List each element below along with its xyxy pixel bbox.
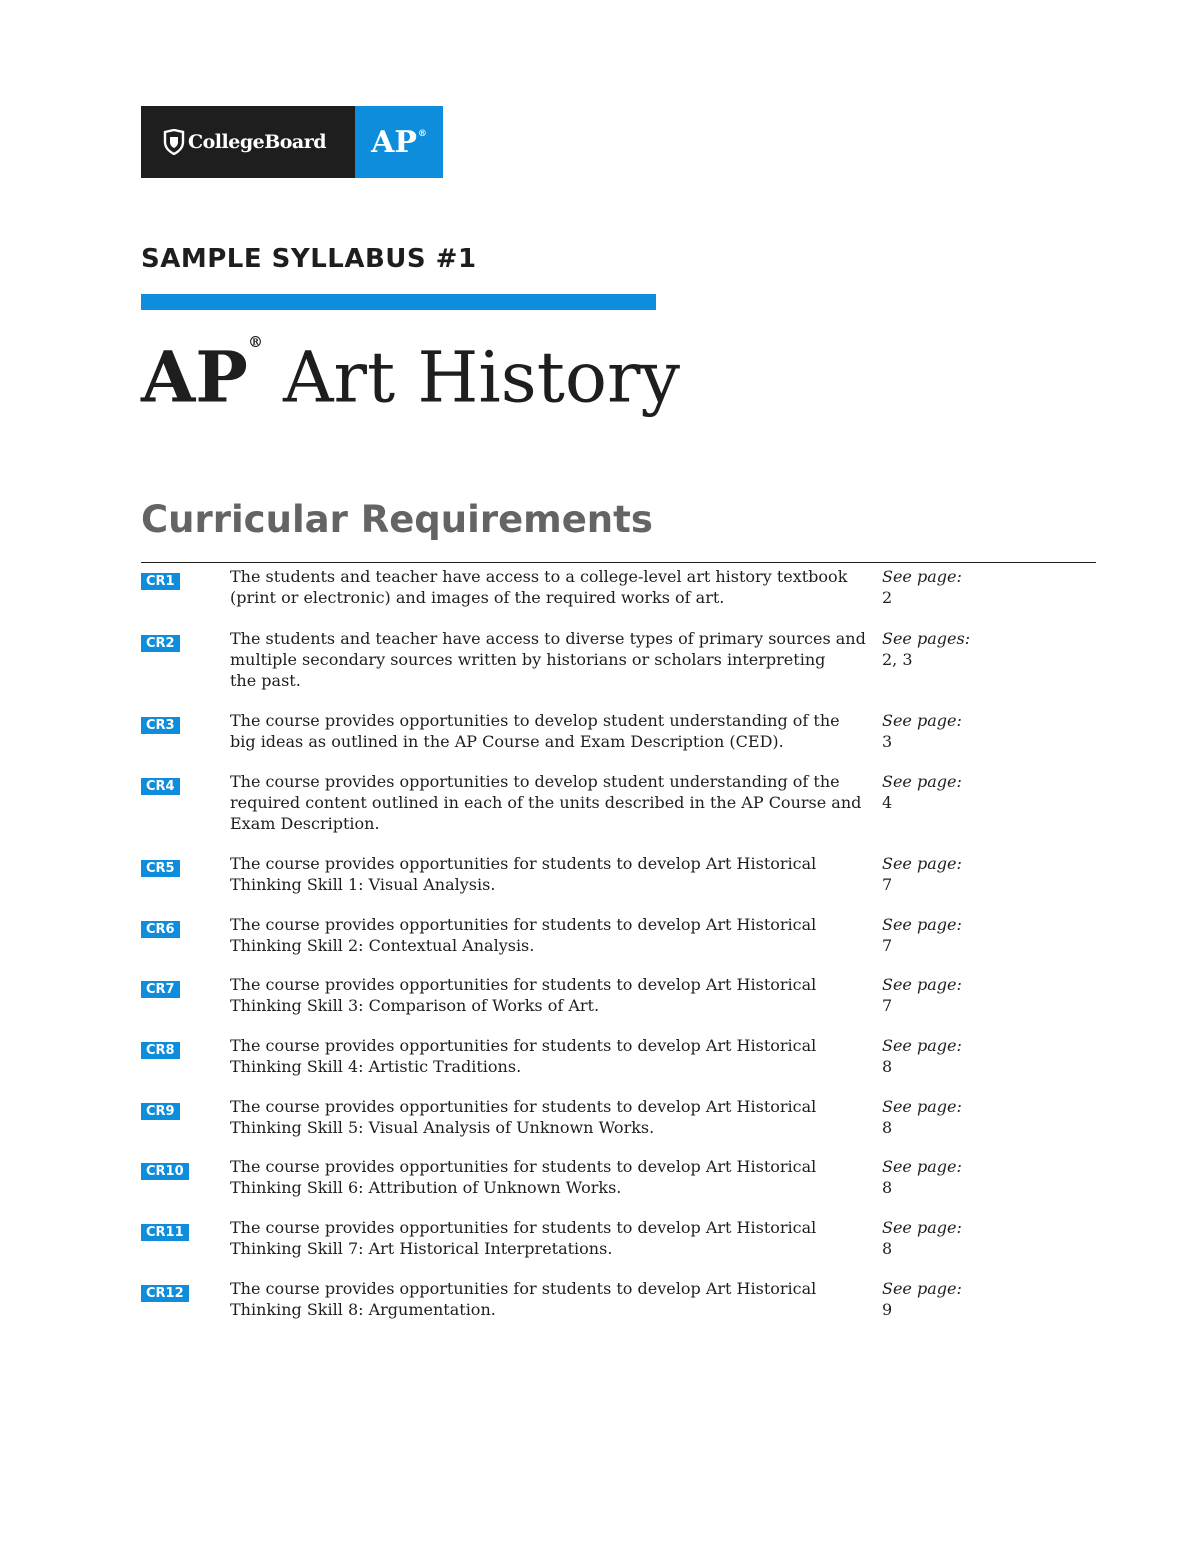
requirement-description xyxy=(230,566,882,608)
requirement-description-line: Thinking Skill 2: Contextual Analysis. xyxy=(230,936,535,955)
requirement-tag-badge: CR10 xyxy=(141,1163,189,1180)
accent-bar xyxy=(141,294,656,310)
page-ref-label: See page: xyxy=(882,1036,962,1055)
requirement-page-ref xyxy=(882,566,1096,608)
requirement-description xyxy=(230,1156,882,1198)
requirement-row xyxy=(141,1156,1096,1198)
requirement-description-line: The course provides opportunities for students to develop Art Historical xyxy=(230,915,817,934)
requirement-tag-badge: CR1 xyxy=(141,573,180,590)
requirement-description-line: The students and teacher have access to diverse types of primary sources and xyxy=(230,629,866,648)
requirement-row xyxy=(141,853,1096,895)
page-ref-number: 4 xyxy=(882,793,893,812)
requirement-page-ref xyxy=(882,628,1096,691)
page-ref-number: 8 xyxy=(882,1239,893,1258)
requirement-tag-cell xyxy=(141,1278,230,1320)
acorn-shield-icon xyxy=(163,129,185,155)
course-title-name: Art History xyxy=(282,336,680,419)
section-title: Curricular Requirements xyxy=(141,498,653,541)
requirement-page-ref xyxy=(882,1156,1096,1198)
requirement-description xyxy=(230,974,882,1016)
requirement-description xyxy=(230,914,882,956)
requirement-tag-badge: CR11 xyxy=(141,1224,189,1241)
requirement-description-line: Thinking Skill 6: Attribution of Unknown Works. xyxy=(230,1178,622,1197)
requirement-description-line: The students and teacher have access to a college-level art history textbook xyxy=(230,567,848,586)
requirement-description-line: the past. xyxy=(230,671,301,690)
requirement-tag-badge: CR9 xyxy=(141,1103,180,1120)
requirement-row xyxy=(141,566,1096,608)
page-ref-label: See page: xyxy=(882,915,962,934)
requirement-tag-cell xyxy=(141,1096,230,1138)
requirement-description-line: (print or electronic) and images of the required works of art. xyxy=(230,588,725,607)
syllabus-label: SAMPLE SYLLABUS #1 xyxy=(141,244,477,274)
requirement-tag-badge: CR12 xyxy=(141,1285,189,1302)
requirement-tag-cell xyxy=(141,853,230,895)
requirement-tag-cell xyxy=(141,974,230,1016)
requirement-description xyxy=(230,1278,882,1320)
requirement-description xyxy=(230,853,882,895)
requirement-tag-badge: CR5 xyxy=(141,860,180,877)
requirement-description-line: The course provides opportunities for students to develop Art Historical xyxy=(230,1279,817,1298)
requirement-tag-badge: CR3 xyxy=(141,717,180,734)
requirement-page-ref xyxy=(882,1035,1096,1077)
page-ref-label: See page: xyxy=(882,1097,962,1116)
requirement-tag-badge: CR7 xyxy=(141,981,180,998)
requirement-description xyxy=(230,628,882,691)
page-ref-label: See page: xyxy=(882,567,962,586)
requirement-tag-cell xyxy=(141,1217,230,1259)
requirement-tag-badge: CR8 xyxy=(141,1042,180,1059)
requirement-row xyxy=(141,974,1096,1016)
requirement-tag-cell xyxy=(141,771,230,834)
requirement-row xyxy=(141,1035,1096,1077)
requirement-description-line: Thinking Skill 3: Comparison of Works of Art. xyxy=(230,996,600,1015)
requirement-description-line: The course provides opportunities for students to develop Art Historical xyxy=(230,975,817,994)
requirement-description xyxy=(230,710,882,752)
requirement-description xyxy=(230,1217,882,1259)
requirement-row xyxy=(141,771,1096,834)
requirement-row xyxy=(141,1217,1096,1259)
requirement-description xyxy=(230,771,882,834)
requirement-description-line: The course provides opportunities to develop student understanding of the xyxy=(230,711,840,730)
page-ref-label: See page: xyxy=(882,975,962,994)
requirement-description-line: multiple secondary sources written by historians or scholars interpreting xyxy=(230,650,826,669)
page-ref-number: 3 xyxy=(882,732,893,751)
requirement-description-line: The course provides opportunities for students to develop Art Historical xyxy=(230,1218,817,1237)
requirement-description-line: Thinking Skill 5: Visual Analysis of Unknown Works. xyxy=(230,1118,655,1137)
page-ref-number: 7 xyxy=(882,996,893,1015)
requirement-description-line: big ideas as outlined in the AP Course and Exam Description (CED). xyxy=(230,732,784,751)
requirement-page-ref xyxy=(882,1217,1096,1259)
page-ref-number: 7 xyxy=(882,875,893,894)
requirement-description-line: The course provides opportunities to develop student understanding of the xyxy=(230,772,840,791)
page-ref-number: 9 xyxy=(882,1300,893,1319)
requirement-description xyxy=(230,1035,882,1077)
requirement-row xyxy=(141,710,1096,752)
requirement-description xyxy=(230,1096,882,1138)
requirement-tag-badge: CR6 xyxy=(141,921,180,938)
requirement-description-line: The course provides opportunities for students to develop Art Historical xyxy=(230,1036,817,1055)
requirement-page-ref xyxy=(882,1278,1096,1320)
requirement-description-line: Thinking Skill 1: Visual Analysis. xyxy=(230,875,496,894)
page-ref-number: 8 xyxy=(882,1118,893,1137)
requirement-description-line: Exam Description. xyxy=(230,814,380,833)
collegeboard-ap-logo xyxy=(141,106,443,178)
page-ref-label: See page: xyxy=(882,854,962,873)
requirement-description-line: required content outlined in each of the units described in the AP Course and xyxy=(230,793,862,812)
requirement-page-ref xyxy=(882,1096,1096,1138)
requirement-tag-cell xyxy=(141,914,230,956)
collegeboard-wordmark: CollegeBoard xyxy=(188,131,327,153)
requirement-page-ref xyxy=(882,914,1096,956)
collegeboard-logo xyxy=(141,106,355,178)
course-title-ap: AP xyxy=(141,335,248,419)
requirement-tag-cell xyxy=(141,710,230,752)
ap-registered-mark: ® xyxy=(417,129,427,139)
requirement-tag-badge: CR2 xyxy=(141,635,180,652)
requirement-tag-cell xyxy=(141,628,230,691)
course-title xyxy=(141,330,680,419)
requirement-row xyxy=(141,628,1096,691)
requirement-row xyxy=(141,1096,1096,1138)
requirement-description-line: Thinking Skill 8: Argumentation. xyxy=(230,1300,496,1319)
page-ref-number: 8 xyxy=(882,1057,893,1076)
page-ref-label: See page: xyxy=(882,711,962,730)
page-ref-label: See page: xyxy=(882,772,962,791)
requirement-page-ref xyxy=(882,974,1096,1016)
ap-wordmark: AP xyxy=(371,124,417,160)
requirement-tag-badge: CR4 xyxy=(141,778,180,795)
page-ref-number: 2, 3 xyxy=(882,650,913,669)
requirement-page-ref xyxy=(882,710,1096,752)
page-ref-number: 7 xyxy=(882,936,893,955)
requirement-tag-cell xyxy=(141,1035,230,1077)
page-ref-label: See page: xyxy=(882,1157,962,1176)
course-title-registered-mark: ® xyxy=(247,333,263,351)
page-ref-label: See page: xyxy=(882,1279,962,1298)
page-ref-number: 2 xyxy=(882,588,893,607)
section-divider xyxy=(141,562,1096,563)
requirement-tag-cell xyxy=(141,566,230,608)
requirement-row xyxy=(141,1278,1096,1320)
page-ref-label: See page: xyxy=(882,1218,962,1237)
requirement-page-ref xyxy=(882,771,1096,834)
page-ref-label: See pages: xyxy=(882,629,971,648)
page-ref-number: 8 xyxy=(882,1178,893,1197)
requirement-page-ref xyxy=(882,853,1096,895)
requirement-tag-cell xyxy=(141,1156,230,1198)
requirement-description-line: The course provides opportunities for students to develop Art Historical xyxy=(230,1157,817,1176)
ap-logo xyxy=(355,106,443,178)
requirement-description-line: Thinking Skill 4: Artistic Traditions. xyxy=(230,1057,522,1076)
requirement-description-line: The course provides opportunities for students to develop Art Historical xyxy=(230,1097,817,1116)
requirement-description-line: The course provides opportunities for students to develop Art Historical xyxy=(230,854,817,873)
requirement-row xyxy=(141,914,1096,956)
requirement-description-line: Thinking Skill 7: Art Historical Interpretations. xyxy=(230,1239,613,1258)
